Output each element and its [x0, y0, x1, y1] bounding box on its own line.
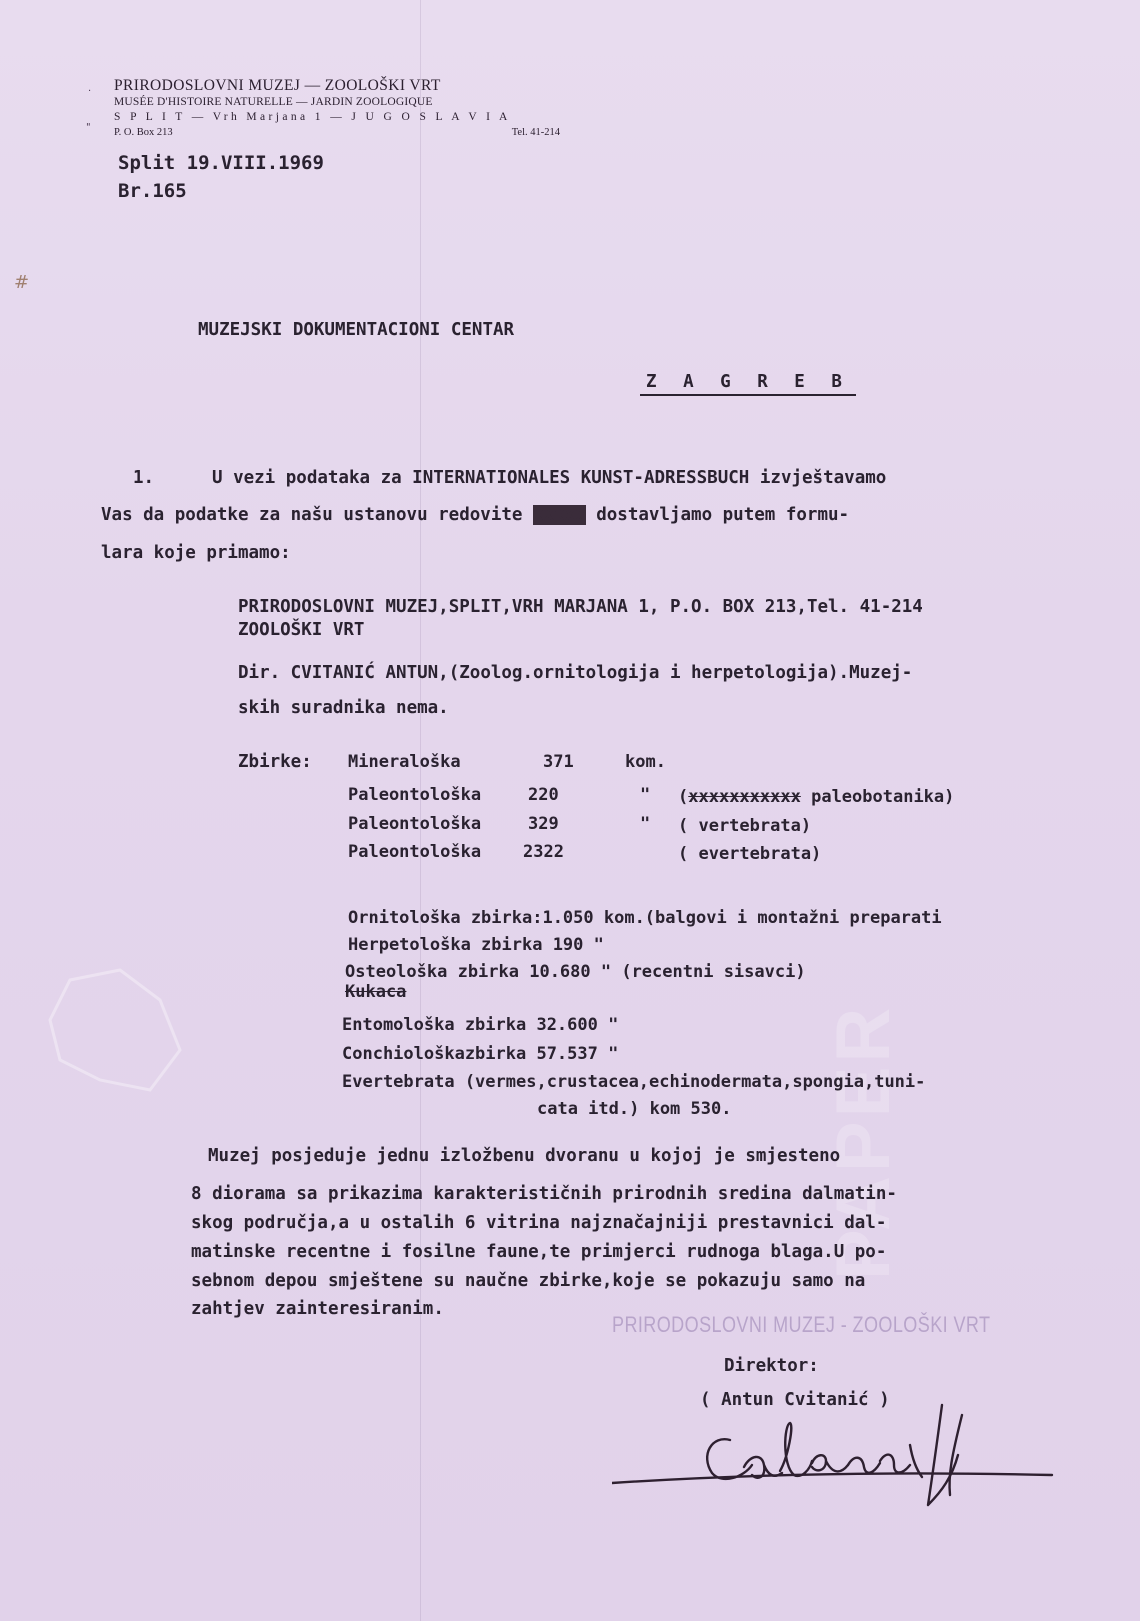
- margin-mark: ": [86, 122, 91, 133]
- collection-name: Paleontološka: [348, 785, 482, 805]
- collection-count: 220: [528, 785, 559, 805]
- handwritten-signature: [612, 1395, 1082, 1515]
- collection-count: 371: [543, 752, 574, 772]
- zoo-collection-line: Conchiološkazbirka 57.537 ": [342, 1044, 619, 1064]
- reference-number: Br.165: [118, 180, 187, 202]
- recipient-city: Z A G R E B: [640, 372, 856, 396]
- paragraph-line: skog područja,a u ostalih 6 vitrina najznačajniji prestavnici dal-: [191, 1213, 887, 1233]
- fold-line: [420, 0, 421, 1621]
- letterhead-phone: Tel. 41-214: [511, 127, 560, 138]
- place-date: Split 19.VIII.1969: [118, 152, 324, 174]
- collection-count: 2322: [523, 842, 564, 862]
- collection-count: 329: [528, 814, 559, 834]
- collection-name: Paleontološka: [348, 814, 482, 834]
- collections-label: Zbirke:: [238, 752, 312, 772]
- paragraph-line: Vas da podatke za našu ustanovu redovite xxxxx dostavljamo putem formu-: [101, 505, 850, 525]
- paragraph-line: U vezi podataka za INTERNATIONALES KUNST-ADRESSBUCH izvještavamo: [212, 468, 887, 488]
- collection-note: (xxxxxxxxxxx paleobotanika): [678, 787, 955, 807]
- museum-stamp: PRIRODOSLOVNI MUZEJ - ZOOLOŠKI VRT: [612, 1312, 991, 1337]
- letterhead-contact: [114, 125, 560, 141]
- signatory-title: Direktor:: [724, 1356, 819, 1376]
- director-line: skih suradnika nema.: [238, 698, 449, 718]
- background-map-watermark: [30, 960, 190, 1100]
- collection-unit: ": [640, 814, 651, 834]
- struck-text: xxxxxxxxxxx: [688, 787, 801, 807]
- collection-note: ( evertebrata): [678, 844, 822, 864]
- zoo-collection-line: Evertebrata (vermes,crustacea,echinodermata,spongia,tuni-: [342, 1072, 926, 1092]
- paragraph-line: 8 diorama sa prikazima karakterističnih prirodnih sredina dalmatin-: [191, 1184, 897, 1204]
- collection-unit: ": [640, 785, 651, 805]
- letterhead: [114, 76, 560, 141]
- paragraph-number: 1.: [133, 468, 155, 488]
- collection-name: Mineraloška: [348, 752, 461, 772]
- margin-mark: ·: [88, 86, 92, 97]
- recipient-name: MUZEJSKI DOKUMENTACIONI CENTAR: [198, 320, 515, 340]
- signatory-name: ( Antun Cvitanić ): [700, 1390, 890, 1410]
- address-line: PRIRODOSLOVNI MUZEJ,SPLIT,VRH MARJANA 1, P.O. BOX 213,Tel. 41-214: [238, 597, 923, 617]
- zoo-collection-line: Osteološka zbirka 10.680 " (recentni sisavci): [345, 962, 806, 982]
- paragraph-line: zahtjev zainteresiranim.: [191, 1299, 444, 1319]
- zoo-collection-line: Herpetološka zbirka 190 ": [348, 935, 604, 955]
- margin-mark: #: [14, 272, 30, 293]
- collection-note: ( vertebrata): [678, 816, 812, 836]
- director-line: Dir. CVITANIĆ ANTUN,(Zoolog.ornitologija i herpetologija).Muzej-: [238, 663, 913, 683]
- paragraph-line: sebnom depou smještene su naučne zbirke,koje se pokazuju samo na: [191, 1271, 866, 1291]
- struck-text: xxxxx: [532, 505, 586, 525]
- background-watermark: PAPER: [821, 1003, 906, 1280]
- letterhead-institution: PRIRODOSLOVNI MUZEJ — ZOOLOŠKI VRT: [114, 77, 441, 94]
- paragraph-line: matinske recentne i fosilne faune,te primjerci rudnoga blaga.U po-: [191, 1242, 887, 1262]
- letterhead-institution-fr: MUSÉE D'HISTOIRE NATURELLE — JARDIN ZOOLOGIQUE: [114, 96, 433, 108]
- struck-text: Kukaca: [345, 982, 407, 1002]
- address-line: ZOOLOŠKI VRT: [238, 620, 365, 640]
- paragraph-line: lara koje primamo:: [101, 543, 291, 563]
- paragraph-line: Muzej posjeduje jednu izložbenu dvoranu u kojoj je smjesteno: [208, 1146, 841, 1166]
- letterhead-address: S P L I T — Vrh Marjana 1 — J U G O S L A V I A: [114, 111, 511, 123]
- collection-name: Paleontološka: [348, 842, 482, 862]
- zoo-collection-line: Entomološka zbirka 32.600 ": [342, 1015, 619, 1035]
- zoo-collection-line: cata itd.) kom 530.: [537, 1099, 732, 1119]
- letterhead-pobox: P. O. Box 213: [114, 127, 173, 138]
- collection-unit: kom.: [625, 752, 666, 772]
- zoo-collection-line: Ornitološka zbirka:1.050 kom.(balgovi i montažni preparati: [348, 908, 942, 928]
